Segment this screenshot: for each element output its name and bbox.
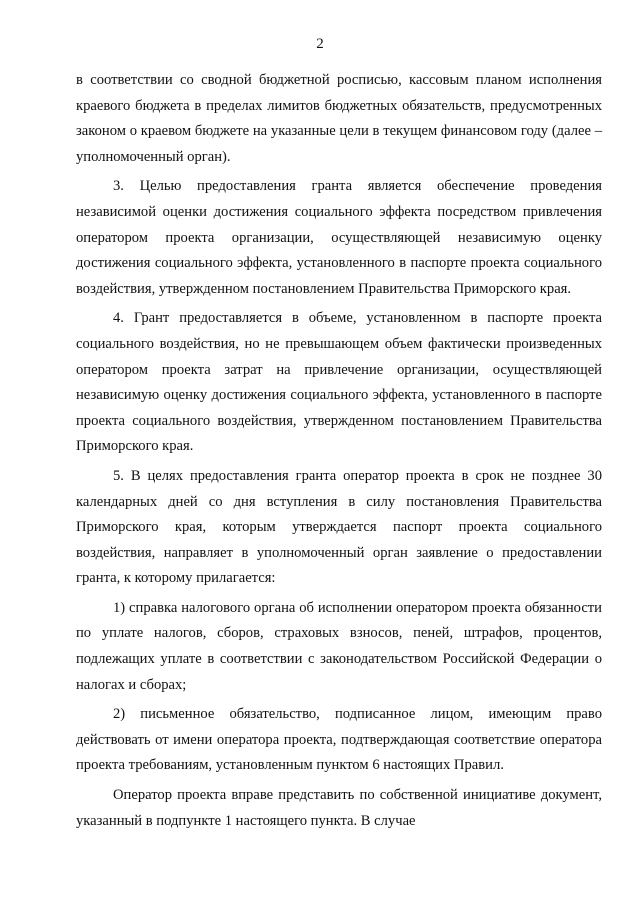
paragraph-item-4: 4. Грант предоставляется в объеме, установленном в паспорте проекта социального воздействия, но не превышающем объем фактически произведенных оператором проекта затрат на привлечение организации, осуществляющей независимую оценку достижения социального эффекта, установленного в паспорте проекта социального воздействия, утвержденном постановлением Правительства Приморского края. xyxy=(76,310,602,455)
subparagraph-2: 2) письменное обязательство, подписанное лицом, имеющим право действовать от имени оператора проекта, подтверждающая соответствие оператора проекта требованиям, установленным пунктом 6 настоящих Правил. xyxy=(76,706,602,774)
page-number: 2 xyxy=(316,36,324,52)
subparagraph-1: 1) справка налогового органа об исполнении оператором проекта обязанности по уплате налогов, сборов, страховых взносов, пеней, штрафов, процентов, подлежащих уплате в соответствии с законодательством Российской Федерации о налогах и сборах; xyxy=(76,599,602,693)
paragraph-continuation: в соответствии со сводной бюджетной росписью, кассовым планом исполнения краевого бюджета в пределах лимитов бюджетных обязательств, предусмотренных законом о краевом бюджете на указанные цели в текущем финансовом году (далее – уполномоченный орган). xyxy=(76,72,602,165)
paragraph-item-5: 5. В целях предоставления гранта оператор проекта в срок не позднее 30 календарных дней со дня вступления в силу постановления Правительства Приморского края, которым утверждается паспорт проекта социального воздействия, направляет в уполномоченный орган заявление о предоставлении гранта, к которому прилагается: xyxy=(76,467,602,587)
paragraph-item-3: 3. Целью предоставления гранта является обеспечение проведения независимой оценки достижения социального эффекта посредством привлечения оператором проекта организации, осуществляющей независимую оценку достижения социального эффекта, установленного в паспорте проекта социального воздействия, утвержденном постановлением Правительства Приморского края. xyxy=(76,178,602,297)
document-body xyxy=(76,68,602,838)
paragraph-operator-right: Оператор проекта вправе представить по собственной инициативе документ, указанный в подпункте 1 настоящего пункта. В случае xyxy=(76,787,602,829)
